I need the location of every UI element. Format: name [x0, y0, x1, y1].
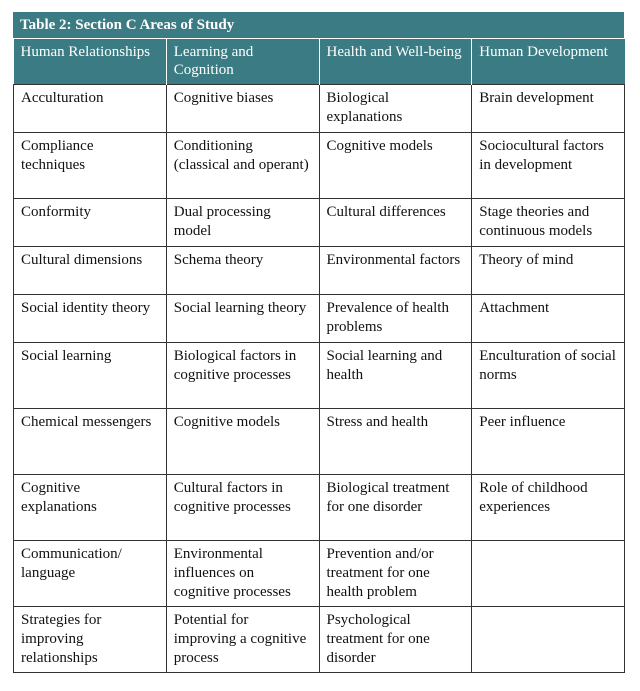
table-cell: Peer influence: [472, 409, 625, 475]
header-row: [14, 39, 625, 85]
table-cell: Potential for improving a cognitive process: [166, 607, 319, 673]
table-cell: Compliance techniques: [14, 133, 167, 199]
table-cell: Cognitive models: [319, 133, 472, 199]
table-row: [14, 85, 625, 133]
table-cell: Social learning: [14, 343, 167, 409]
table-cell: Acculturation: [14, 85, 167, 133]
table-cell: Prevention and/or treatment for one health problem: [319, 541, 472, 607]
table-cell: Environmental influences on cognitive processes: [166, 541, 319, 607]
table-cell: Attachment: [472, 295, 625, 343]
header-health-and-well-being: Health and Well-being: [319, 39, 472, 85]
table-cell: Role of childhood experiences: [472, 475, 625, 541]
areas-of-study-table: [13, 39, 625, 673]
table-cell: Sociocultural factors in development: [472, 133, 625, 199]
table-cell: Social learning theory: [166, 295, 319, 343]
table-cell: Biological treatment for one disorder: [319, 475, 472, 541]
table-cell: Cultural factors in cognitive processes: [166, 475, 319, 541]
table-cell: Biological factors in cognitive processes: [166, 343, 319, 409]
table-cell: Social learning and health: [319, 343, 472, 409]
table-cell: [472, 607, 625, 673]
table-row: [14, 199, 625, 247]
table-cell: Stress and health: [319, 409, 472, 475]
table-cell: Cognitive biases: [166, 85, 319, 133]
table-cell: Psychological treatment for one disorder: [319, 607, 472, 673]
areas-of-study-table-container: [13, 12, 624, 673]
table-row: [14, 607, 625, 673]
table-row: [14, 295, 625, 343]
table-cell: Cognitive models: [166, 409, 319, 475]
table-cell: Conformity: [14, 199, 167, 247]
table-cell: Strategies for improving relationships: [14, 607, 167, 673]
table-row: [14, 247, 625, 295]
table-cell: Social identity theory: [14, 295, 167, 343]
header-human-relationships: Human Relationships: [14, 39, 167, 85]
table-cell: Conditioning (classical and operant): [166, 133, 319, 199]
table-cell: Chemical messengers: [14, 409, 167, 475]
table-cell: Theory of mind: [472, 247, 625, 295]
table-cell: Brain development: [472, 85, 625, 133]
table-cell: Cognitive explanations: [14, 475, 167, 541]
header-human-development: Human Development: [472, 39, 625, 85]
table-row: [14, 475, 625, 541]
table-cell: [472, 541, 625, 607]
table-row: [14, 409, 625, 475]
table-cell: Environmental factors: [319, 247, 472, 295]
table-cell: Enculturation of social norms: [472, 343, 625, 409]
table-title: Table 2: Section C Areas of Study: [13, 12, 624, 39]
table-cell: Communication/ language: [14, 541, 167, 607]
table-cell: Cultural differences: [319, 199, 472, 247]
table-cell: Dual processing model: [166, 199, 319, 247]
header-learning-and-cognition: Learning and Cognition: [166, 39, 319, 85]
table-row: [14, 343, 625, 409]
table-cell: Biological explanations: [319, 85, 472, 133]
table-cell: Cultural dimensions: [14, 247, 167, 295]
table-cell: Prevalence of health problems: [319, 295, 472, 343]
table-cell: Schema theory: [166, 247, 319, 295]
table-row: [14, 541, 625, 607]
table-row: [14, 133, 625, 199]
table-cell: Stage theories and continuous models: [472, 199, 625, 247]
